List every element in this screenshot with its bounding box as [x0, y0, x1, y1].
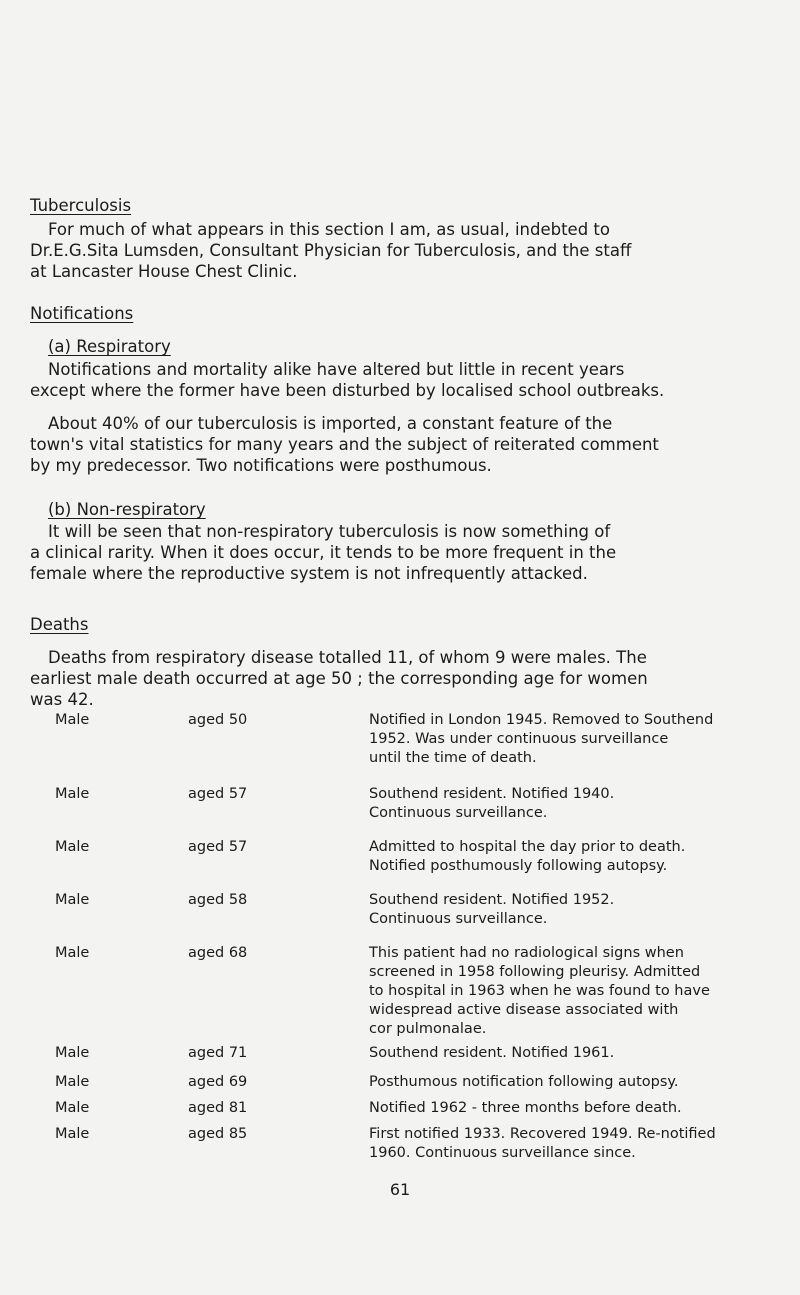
case-note [369, 944, 789, 1039]
respiratory-paragraph-1 [30, 359, 775, 401]
case-sex: Male [55, 786, 90, 802]
paragraph-line: except where the former have been disturbed by localised school outbreaks. [30, 381, 665, 400]
case-note-line: Continuous surveillance. [369, 805, 548, 821]
case-note-line: Southend resident. Notified 1952. [369, 892, 615, 908]
paragraph-line: was 42. [30, 690, 94, 709]
section-heading-tuberculosis: Tuberculosis [30, 196, 132, 215]
paragraph-line: earliest male death occurred at age 50 ; the corresponding age for women [30, 669, 648, 688]
case-note [369, 711, 789, 768]
paragraph-line: female where the reproductive system is not infrequently attacked. [30, 564, 588, 583]
deaths-intro-paragraph [30, 647, 775, 710]
case-note-line: cor pulmonalae. [369, 1021, 487, 1037]
case-age: aged 58 [188, 892, 248, 908]
tuberculosis-intro-paragraph [30, 219, 775, 282]
paragraph-line: It will be seen that non-respiratory tuberculosis is now something of [48, 522, 611, 541]
section-heading-notifications: Notifications [30, 304, 134, 323]
case-age: aged 71 [188, 1045, 248, 1061]
subheading-non-respiratory: (b) Non-respiratory [48, 500, 206, 519]
case-note-line: Admitted to hospital the day prior to death. [369, 839, 686, 855]
case-note-line: Continuous surveillance. [369, 911, 548, 927]
paragraph-line: Notifications and mortality alike have altered but little in recent years [48, 360, 625, 379]
section-heading-deaths: Deaths [30, 615, 89, 634]
case-note [369, 838, 789, 876]
page-number: 61 [389, 1180, 411, 1199]
paragraph-line: For much of what appears in this section I am, as usual, indebted to [48, 220, 610, 239]
paragraph-line: About 40% of our tuberculosis is imported, a constant feature of the [48, 414, 613, 433]
case-sex: Male [55, 839, 90, 855]
case-note [369, 891, 789, 929]
subheading-respiratory: (a) Respiratory [48, 337, 171, 356]
paragraph-line: at Lancaster House Chest Clinic. [30, 262, 298, 281]
case-sex: Male [55, 712, 90, 728]
case-age: aged 69 [188, 1074, 248, 1090]
case-sex: Male [55, 1045, 90, 1061]
case-note-line: 1952. Was under continuous surveillance [369, 731, 669, 747]
respiratory-paragraph-2 [30, 413, 775, 476]
case-note [369, 1099, 789, 1118]
case-sex: Male [55, 945, 90, 961]
case-sex: Male [55, 892, 90, 908]
case-note-line: Southend resident. Notified 1940. [369, 786, 615, 802]
case-note [369, 785, 789, 823]
case-note-line: Notified in London 1945. Removed to Southend [369, 712, 714, 728]
case-note-line: screened in 1958 following pleurisy. Admitted [369, 964, 701, 980]
case-age: aged 85 [188, 1126, 248, 1142]
case-age: aged 57 [188, 786, 248, 802]
case-note [369, 1073, 789, 1092]
case-note [369, 1044, 789, 1063]
case-age: aged 50 [188, 712, 248, 728]
case-age: aged 68 [188, 945, 248, 961]
case-note-line: Notified posthumously following autopsy. [369, 858, 668, 874]
case-note-line: 1960. Continuous surveillance since. [369, 1145, 636, 1161]
case-sex: Male [55, 1074, 90, 1090]
case-age: aged 57 [188, 839, 248, 855]
paragraph-line: Dr.E.G.Sita Lumsden, Consultant Physician for Tuberculosis, and the staff [30, 241, 632, 260]
case-note-line: until the time of death. [369, 750, 537, 766]
case-note-line: Notified 1962 - three months before death. [369, 1100, 682, 1116]
case-note-line: First notified 1933. Recovered 1949. Re-notified [369, 1126, 716, 1142]
case-note-line: Posthumous notification following autopsy. [369, 1074, 679, 1090]
case-sex: Male [55, 1100, 90, 1116]
paragraph-line: a clinical rarity. When it does occur, it tends to be more frequent in the [30, 543, 617, 562]
case-note-line: This patient had no radiological signs when [369, 945, 684, 961]
paragraph-line: town's vital statistics for many years and the subject of reiterated comment [30, 435, 659, 454]
paragraph-line: by my predecessor. Two notifications were posthumous. [30, 456, 492, 475]
case-sex: Male [55, 1126, 90, 1142]
case-age: aged 81 [188, 1100, 248, 1116]
paragraph-line: Deaths from respiratory disease totalled 11, of whom 9 were males. The [48, 648, 647, 667]
case-note [369, 1125, 789, 1163]
case-note-line: Southend resident. Notified 1961. [369, 1045, 615, 1061]
non-respiratory-paragraph [30, 521, 775, 584]
case-note-line: to hospital in 1963 when he was found to have [369, 983, 710, 999]
case-note-line: widespread active disease associated with [369, 1002, 679, 1018]
